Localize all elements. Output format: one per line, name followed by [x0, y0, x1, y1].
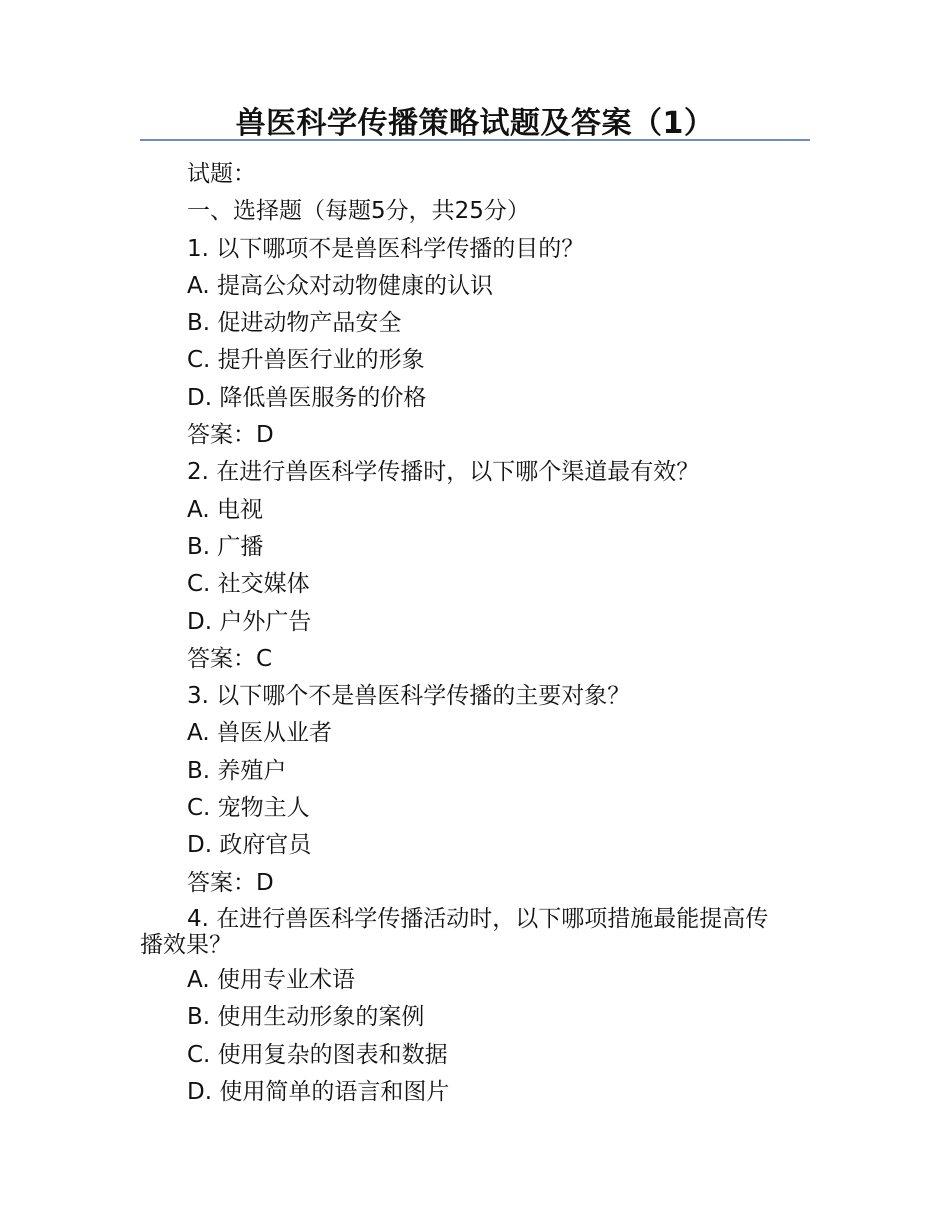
question-option: B. 使用生动形象的案例 [187, 1004, 425, 1031]
question-option: C. 社交媒体 [187, 571, 310, 598]
question-option: A. 提高公众对动物健康的认识 [187, 272, 493, 299]
document-title: 兽医科学传播策略试题及答案（1） [235, 106, 715, 141]
question-option: B. 广播 [187, 533, 264, 560]
question-option: C. 宠物主人 [187, 795, 310, 822]
question-stem: 3. 以下哪个不是兽医科学传播的主要对象？ [187, 683, 631, 710]
question-option: A. 兽医从业者 [187, 720, 332, 747]
question-option: D. 户外广告 [187, 608, 312, 635]
document-body [140, 156, 817, 1111]
question-option: C. 使用复杂的图表和数据 [187, 1041, 448, 1068]
question-answer: 答案：D [187, 422, 274, 449]
title-underline [140, 139, 810, 141]
question-answer: 答案：C [187, 645, 273, 672]
question-stem: 2. 在进行兽医科学传播时，以下哪个渠道最有效？ [187, 459, 700, 486]
question-option: B. 养殖户 [187, 757, 287, 784]
question-option: B. 促进动物产品安全 [187, 310, 402, 337]
question-option: D. 降低兽医服务的价格 [187, 384, 427, 411]
question-stem-wrapped [140, 906, 820, 958]
question-option: C. 提升兽医行业的形象 [187, 347, 425, 374]
question-option: D. 政府官员 [187, 832, 312, 859]
section-heading: 一、选择题（每题5分，共25分） [187, 198, 530, 225]
question-stem: 1. 以下哪项不是兽医科学传播的目的？ [187, 235, 585, 262]
question-option: A. 电视 [187, 496, 263, 523]
question-option: A. 使用专业术语 [187, 966, 355, 993]
question-stem-line2: 播效果？ [140, 931, 232, 958]
question-option: D. 使用简单的语言和图片 [187, 1078, 450, 1105]
question-answer: 答案：D [187, 869, 274, 896]
question-stem-line1: 4. 在进行兽医科学传播活动时，以下哪项措施最能提高传 [187, 905, 769, 932]
section-label: 试题： [187, 161, 256, 187]
